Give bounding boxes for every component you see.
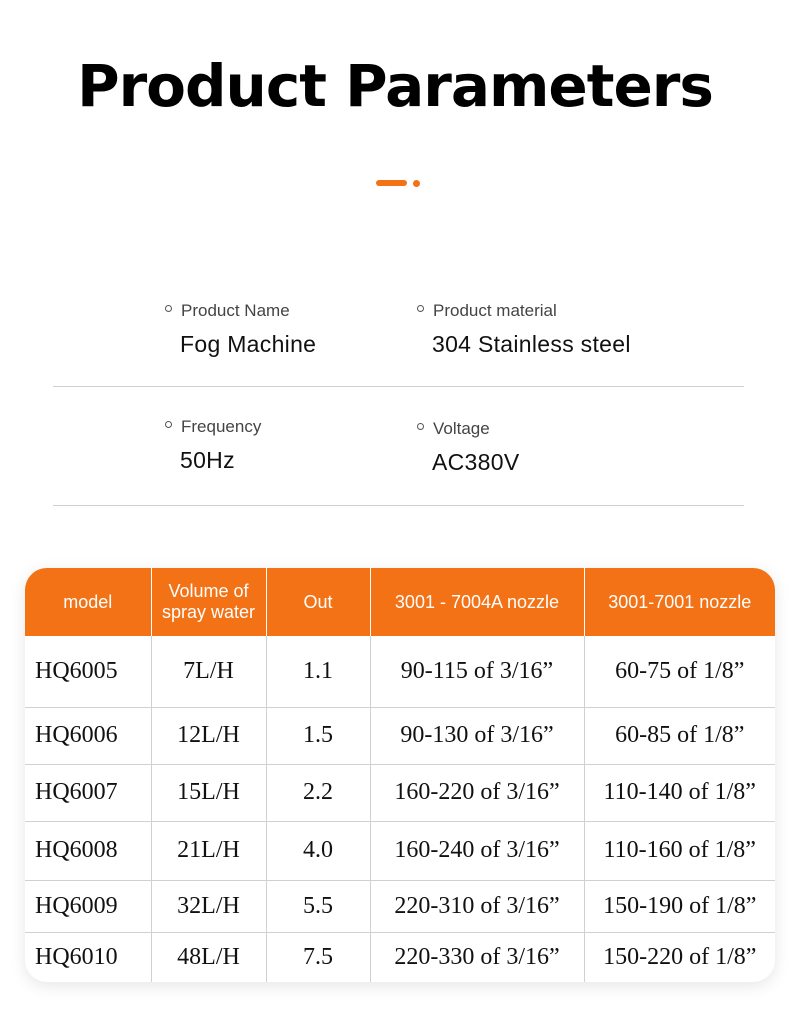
cell-nozzle-7004a: 160-220 of 3/16”: [370, 764, 584, 821]
cell-out: 5.5: [266, 880, 370, 932]
cell-out: 1.1: [266, 636, 370, 707]
param-label: Voltage: [433, 419, 490, 438]
header-nozzle-7001: 3001-7001 nozzle: [608, 591, 752, 612]
header-nozzle-7004a: 3001 - 7004A nozzle: [370, 568, 584, 636]
cell-nozzle-7001: 150-190 of 1/8”: [584, 880, 775, 932]
cell-nozzle-7004a: 90-130 of 3/16”: [370, 707, 584, 764]
cell-nozzle-7004a: 220-310 of 3/16”: [370, 880, 584, 932]
spec-table: [25, 568, 775, 982]
cell-model: HQ6010: [25, 932, 151, 982]
param-value: Fog Machine: [180, 331, 317, 357]
cell-model: HQ6008: [25, 821, 151, 880]
cell-volume: 7L/H: [151, 636, 266, 707]
header-volume: Volume of spray water: [151, 568, 266, 636]
cell-volume: 15L/H: [151, 764, 266, 821]
header-out: Out: [266, 568, 370, 636]
accent-dash-decoration: [376, 180, 407, 186]
param-label: Product material: [433, 301, 557, 320]
divider: [53, 505, 744, 506]
table-header-row: [25, 568, 775, 636]
cell-model: HQ6006: [25, 707, 151, 764]
cell-nozzle-7001: 60-85 of 1/8”: [584, 707, 775, 764]
bullet-icon: [417, 423, 424, 430]
header-model: model: [25, 568, 151, 636]
bullet-icon: [165, 305, 172, 312]
cell-nozzle-7004a: 220-330 of 3/16”: [370, 932, 584, 982]
table-row: [25, 932, 775, 982]
table-row: [25, 636, 775, 707]
bullet-icon: [165, 421, 172, 428]
cell-out: 2.2: [266, 764, 370, 821]
table-row: [25, 764, 775, 821]
cell-volume: 12L/H: [151, 707, 266, 764]
param-label: Frequency: [181, 417, 262, 436]
cell-model: HQ6005: [25, 636, 151, 707]
table-row: [25, 821, 775, 880]
page-title: Product Parameters: [77, 52, 713, 120]
param-value: 304 Stainless steel: [432, 331, 631, 357]
table-row: [25, 880, 775, 932]
cell-out: 1.5: [266, 707, 370, 764]
table-row: [25, 707, 775, 764]
cell-out: 7.5: [266, 932, 370, 982]
param-product-material: [417, 301, 631, 358]
param-frequency: [165, 417, 261, 474]
cell-nozzle-7001: 150-220 of 1/8”: [603, 943, 757, 970]
param-label: Product Name: [181, 301, 290, 320]
param-value: 50Hz: [180, 447, 235, 473]
cell-nozzle-7001: 110-160 of 1/8”: [584, 821, 775, 880]
cell-model: HQ6009: [25, 880, 151, 932]
cell-volume: 32L/H: [151, 880, 266, 932]
accent-dot-decoration: [413, 180, 420, 187]
cell-model: HQ6007: [25, 764, 151, 821]
cell-out: 4.0: [266, 821, 370, 880]
divider: [53, 386, 744, 387]
cell-nozzle-7001: 110-140 of 1/8”: [584, 764, 775, 821]
cell-nozzle-7001: 60-75 of 1/8”: [584, 636, 775, 707]
param-voltage: [417, 419, 519, 476]
cell-nozzle-7004a: 160-240 of 3/16”: [370, 821, 584, 880]
bullet-icon: [417, 305, 424, 312]
param-value: AC380V: [432, 449, 520, 475]
cell-volume: 48L/H: [151, 932, 266, 982]
param-product-name: [165, 301, 316, 358]
cell-nozzle-7004a: 90-115 of 3/16”: [370, 636, 584, 707]
spec-table-card: [25, 568, 775, 982]
cell-volume: 21L/H: [151, 821, 266, 880]
